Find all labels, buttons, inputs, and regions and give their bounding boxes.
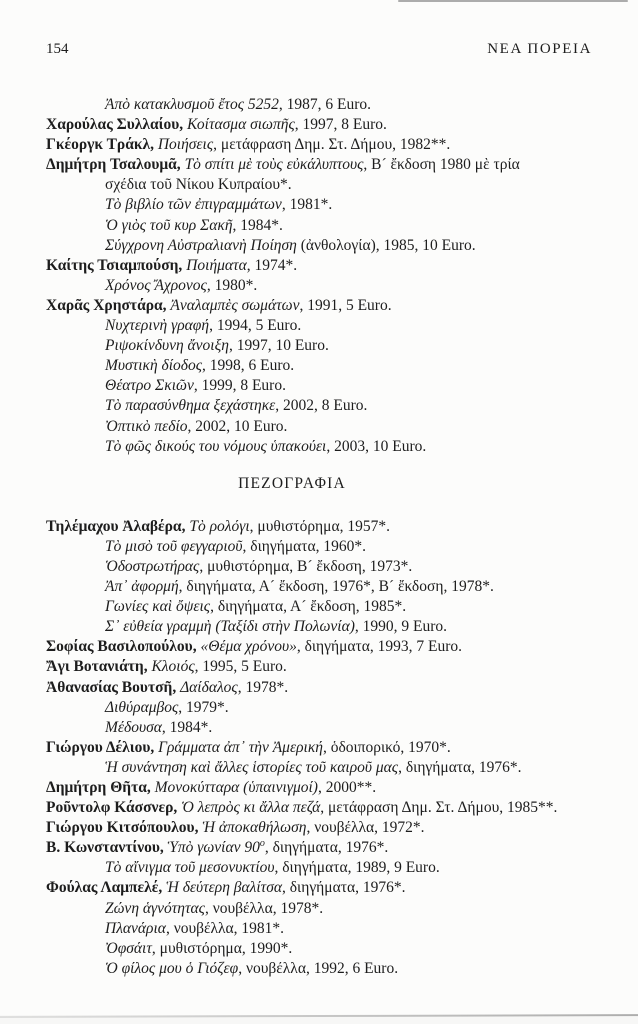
entry-details: , διηγήματα, Α´ ἔκδοση, 1985*. bbox=[210, 598, 407, 616]
catalog-entry-line bbox=[46, 296, 594, 316]
entry-details: , 1978*. bbox=[237, 678, 289, 696]
author-name: Χαρᾶς Χρηστάρα, bbox=[46, 296, 171, 314]
catalog-entry-line bbox=[46, 557, 594, 577]
entry-details: , μυθιστόρημα, 1990*. bbox=[151, 939, 293, 957]
work-title: Ἡ ἀποκαθήλωση bbox=[202, 819, 307, 837]
author-name: Ἄγι Βοτανιάτη, bbox=[46, 658, 152, 676]
work-title: Τὸ παρασύνθημα ξεχάστηκε bbox=[105, 397, 276, 415]
catalog-entry-line bbox=[46, 537, 594, 557]
author-name: Σοφίας Βασιλοπούλου, bbox=[46, 638, 201, 656]
work-title: Ὁ γιὸς τοῦ κυρ Σακῆ bbox=[105, 216, 233, 234]
catalog-entry-line bbox=[46, 818, 594, 838]
author-name: Γιώργου Κιτσόπουλου, bbox=[46, 819, 203, 837]
catalog-entry-line bbox=[46, 135, 594, 155]
entry-details: (ἀνθολογία), 1985, 10 Euro. bbox=[296, 236, 476, 254]
entry-details: , νουβέλλα, 1978*. bbox=[204, 899, 324, 917]
entry-details: , 1987, 6 Euro. bbox=[278, 96, 371, 113]
catalog-entry-line bbox=[46, 517, 594, 537]
entry-details: , 1984*. bbox=[232, 216, 283, 234]
work-title: Γωνίες καὶ ὄψεις bbox=[105, 598, 211, 616]
entry-details: , μετάφραση Δημ. Στ. Δήμου, 1985**. bbox=[320, 799, 558, 817]
entry-details: , μυθιστόρημα, 1957*. bbox=[249, 517, 390, 535]
catalog-entry-line bbox=[46, 657, 594, 677]
entry-details: , 1999, 8 Euro. bbox=[193, 377, 286, 395]
work-title: Ριψοκίνδυνη ἄνοιξη bbox=[105, 337, 229, 355]
catalog-entry-line bbox=[46, 738, 594, 758]
author-name: Γκέοργκ Τράκλ, bbox=[46, 136, 158, 154]
catalog-entry-line bbox=[46, 356, 594, 376]
entry-details: , διηγήματα, 1976*. bbox=[282, 879, 406, 897]
entry-details: , ὁδοιπορικό, 1970*. bbox=[322, 738, 451, 756]
work-title: Κλοιός bbox=[151, 658, 195, 676]
catalog-entry-line bbox=[46, 376, 594, 396]
catalog-entry-line bbox=[46, 437, 594, 457]
work-title: Ζώνη ἁγνότητας bbox=[105, 899, 205, 917]
entry-details: , διηγήματα, 1976*. bbox=[264, 839, 389, 857]
work-title: Δαίδαλος bbox=[180, 678, 238, 696]
catalog-entry-line bbox=[46, 195, 594, 215]
entry-details: σχέδια τοῦ Νίκου Κυπραίου*. bbox=[105, 176, 292, 194]
catalog-entry-line bbox=[46, 798, 594, 818]
scan-artifact-bottom-shade bbox=[0, 1017, 638, 1024]
work-title: Μέδουσα bbox=[105, 718, 162, 736]
catalog-entry-line bbox=[46, 899, 594, 919]
page-number: 154 bbox=[46, 41, 69, 57]
running-header bbox=[46, 41, 592, 58]
entry-details: , διηγήματα, Α´ ἔκδοση, 1976*, Β´ ἔκδοση, 1978*. bbox=[178, 578, 494, 596]
entry-details: , διηγήματα, 1993, 7 Euro. bbox=[296, 638, 463, 656]
author-name: Ἀθανασίας Βουτσῆ, bbox=[46, 678, 181, 696]
entry-details: , 1981*. bbox=[281, 196, 333, 214]
entry-details: , 1979*. bbox=[178, 698, 229, 716]
work-title: Ἀναλαμπὲς σωμάτων bbox=[170, 296, 300, 314]
section-heading: ΠΕΖΟΓΡΑΦΙΑ bbox=[238, 474, 346, 492]
entry-details: , 2003, 10 Euro. bbox=[326, 437, 427, 455]
entry-details: , 1998, 6 Euro. bbox=[202, 357, 295, 375]
entry-details: , 2002, 10 Euro. bbox=[187, 417, 288, 435]
catalog-entry-line bbox=[46, 758, 594, 778]
author-name: Δημήτρη Θῆτα, bbox=[46, 779, 155, 796]
entry-details: , 2000**. bbox=[317, 779, 377, 796]
entry-details: , 1974*. bbox=[246, 256, 298, 274]
catalog-entry-line bbox=[46, 216, 594, 236]
work-title: Τὸ αἴνιγμα τοῦ μεσονυκτίου bbox=[105, 859, 275, 877]
work-title: Ὀφσάιτ bbox=[105, 939, 152, 957]
journal-title: ΝΕΑ ΠΟΡΕΙΑ bbox=[487, 41, 592, 57]
catalog-entry-line bbox=[46, 858, 594, 878]
entry-details: , 1984*. bbox=[161, 718, 213, 736]
work-title: Τὸ ρολόγι bbox=[189, 517, 250, 535]
catalog-entry-line bbox=[46, 637, 594, 657]
entry-details: , νουβέλλα, 1992, 6 Euro. bbox=[238, 959, 399, 977]
catalog-entry-line bbox=[46, 878, 594, 898]
catalog-entry-line bbox=[46, 577, 594, 597]
work-title: Ποιήματα bbox=[186, 256, 247, 274]
work-title: Πλανάρια bbox=[105, 919, 166, 937]
work-title: Μονοκύτταρα (ὑπαινιγμοί) bbox=[154, 779, 318, 796]
work-title: Τὸ φῶς δικούς του νόμους ὑπακούει bbox=[105, 437, 327, 455]
author-name: Ροῦντολφ Κάσσνερ, bbox=[46, 799, 182, 817]
work-title: Κοίτασμα σιωπῆς bbox=[187, 116, 295, 134]
entry-details: , 2002, 8 Euro. bbox=[275, 397, 368, 415]
catalog-entry-line bbox=[46, 597, 594, 617]
author-name: Δημήτρη Τσαλουμᾶ, bbox=[46, 156, 185, 174]
catalog-entry-line bbox=[46, 316, 594, 336]
entry-details: , 1994, 5 Euro. bbox=[209, 317, 302, 335]
entry-details: , διηγήματα, 1976*. bbox=[398, 758, 522, 776]
work-title: Ἀπ᾽ ἀφορμή bbox=[105, 578, 179, 596]
catalog-entry-line bbox=[46, 396, 594, 416]
entry-details: , Β´ ἔκδοση 1980 μὲ τρία bbox=[363, 156, 520, 174]
entry-details: , μετάφραση Δημ. Στ. Δήμου, 1982**. bbox=[213, 136, 451, 154]
catalog-entry-line bbox=[46, 939, 594, 959]
catalog-entry-line bbox=[46, 698, 594, 718]
work-title: Τὸ σπίτι μὲ τοὺς εὐκάλυπτους bbox=[184, 156, 364, 174]
work-title: Ἡ δεύτερη βαλίτσα bbox=[166, 879, 282, 897]
entry-details: , διηγήματα, 1960*. bbox=[242, 537, 366, 555]
author-name: Β. Κωνσταντίνου, bbox=[46, 839, 168, 857]
work-title: Διθύραμβος bbox=[105, 698, 179, 716]
catalog-entry-line bbox=[46, 959, 594, 979]
catalog-entry-line bbox=[46, 256, 594, 276]
entry-details: , μυθιστόρημα, Β´ ἔκδοση, 1973*. bbox=[199, 557, 413, 575]
author-name: Γιώργου Δέλιου, bbox=[46, 738, 159, 756]
work-title: Ἡ συνάντηση καὶ ἄλλες ἱστορίες τοῦ καιροῦ μας bbox=[105, 758, 399, 776]
catalog-entry-line bbox=[46, 919, 594, 939]
work-title: Νυχτερινὴ γραφή bbox=[105, 317, 210, 335]
entry-details: , διηγήματα, 1989, 9 Euro. bbox=[274, 859, 440, 877]
entry-details: , 1995, 5 Euro. bbox=[194, 658, 287, 676]
entry-details: , νουβέλλα, 1972*. bbox=[306, 819, 425, 837]
catalog-entry-line bbox=[46, 417, 594, 437]
entry-details: , 1980*. bbox=[206, 276, 258, 294]
author-name: Φούλας Λαμπελέ, bbox=[46, 879, 167, 897]
work-title-superscript: ο bbox=[259, 838, 265, 850]
work-title: Τὸ βιβλίο τῶν ἐπιγραμμάτων bbox=[105, 196, 282, 214]
work-title: Σ᾽ εὐθεία γραμμὴ (Ταξίδι στὴν Πολωνία) bbox=[105, 618, 355, 636]
work-title: Θέατρο Σκιῶν bbox=[105, 377, 194, 395]
work-title: Σύγχρονη Αὐστραλιανὴ Ποίηση bbox=[105, 236, 297, 254]
work-title: Ὀπτικὸ πεδίο bbox=[105, 417, 188, 435]
entry-details: , 1990, 9 Euro. bbox=[354, 618, 448, 636]
catalog-entry-line bbox=[46, 778, 594, 798]
catalog-entry-line bbox=[46, 95, 594, 115]
work-title: Μυστικὴ δίοδος bbox=[105, 357, 203, 375]
catalog-entry-line bbox=[46, 617, 594, 637]
catalog-entry-line bbox=[46, 276, 594, 296]
catalog-entry-line bbox=[46, 115, 594, 135]
work-title: Ὁδοστρωτήρας bbox=[105, 557, 200, 575]
scan-artifact-top bbox=[398, 0, 628, 2]
author-name: Τηλέμαχου Ἀλαβέρα, bbox=[46, 517, 190, 535]
work-title: Γράμματα ἀπ᾽ τὴν Ἀμερική bbox=[158, 738, 323, 756]
catalog bbox=[46, 95, 594, 979]
catalog-entry-line bbox=[46, 336, 594, 356]
catalog-entry-line bbox=[46, 838, 594, 858]
work-title: Χρόνος Ἄχρονος bbox=[105, 276, 207, 294]
work-title: Ὁ λεπρὸς κι ἄλλα πεζά bbox=[181, 799, 321, 817]
entry-details: , 1997, 10 Euro. bbox=[228, 337, 329, 355]
work-title: Τὸ μισὸ τοῦ φεγγαριοῦ bbox=[105, 537, 243, 555]
catalog-entry-line bbox=[46, 236, 594, 256]
catalog-entry-line bbox=[46, 175, 594, 195]
author-name: Χαρούλας Συλλαίου, bbox=[46, 116, 188, 134]
author-name: Καίτης Τσιαμπούση, bbox=[46, 256, 187, 274]
work-title: Ὑπὸ γωνίαν 90 bbox=[167, 839, 260, 857]
work-title: Ὁ φίλος μου ὁ Γιόζεφ bbox=[105, 959, 239, 977]
work-title: Ποιήσεις bbox=[157, 136, 214, 154]
entry-details: , 1997, 8 Euro. bbox=[294, 116, 387, 134]
work-title: «Θέμα χρόνου» bbox=[200, 638, 297, 656]
catalog-entry-line bbox=[46, 718, 594, 738]
entry-details: , νουβέλλα, 1981*. bbox=[165, 919, 285, 937]
entry-details: , 1991, 5 Euro. bbox=[299, 296, 392, 314]
catalog-entry-line bbox=[46, 678, 594, 698]
work-title: Ἀπὸ κατακλυσμοῦ ἔτος 5252 bbox=[105, 96, 279, 113]
catalog-entry-line bbox=[46, 155, 594, 175]
